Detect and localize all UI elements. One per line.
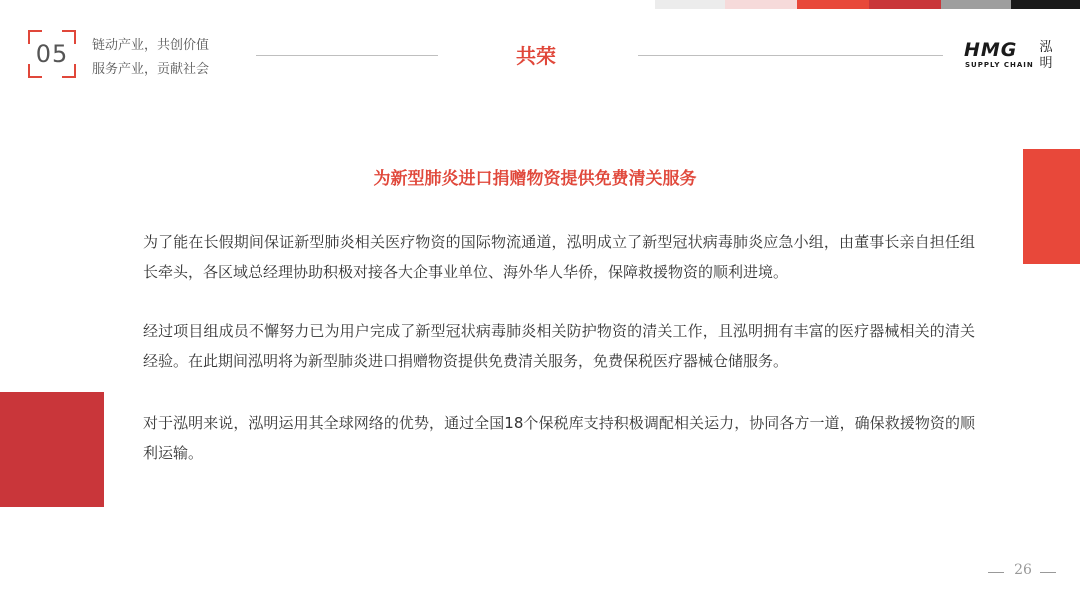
tagline-line-2: 服务产业，贡献社会 — [92, 62, 210, 77]
paragraph-2: 经过项目组成员不懈努力已为用户完成了新型冠状病毒肺炎相关防护物资的清关工作，且泓明拥有丰富的医疗器械相关的清关经验。在此期间泓明将为新型肺炎进口捐赠物资提供免费清关服务，免费保税医疗器械仓储服务。 — [143, 322, 975, 370]
logo-subtitle: SUPPLY CHAIN — [965, 61, 1034, 69]
company-logo — [964, 40, 1056, 74]
decorative-block-right — [1023, 149, 1080, 264]
pager-dash-left — [988, 572, 1004, 573]
tagline-line-1: 链动产业，共创价值 — [92, 38, 210, 53]
section-title: 共荣 — [516, 44, 556, 68]
strip-segment — [797, 0, 869, 9]
section-number-box — [28, 30, 76, 78]
header-divider-right — [638, 55, 943, 56]
tagline — [92, 34, 209, 82]
strip-segment — [1011, 0, 1080, 9]
decorative-block-left — [0, 392, 104, 507]
paragraph-1: 为了能在长假期间保证新型肺炎相关医疗物资的国际物流通道，泓明成立了新型冠状病毒肺炎应急小组，由董事长亲自担任组长牵头，各区域总经理协助积极对接各大企事业单位、海外华人华侨，保障救援物资的顺利进境。 — [143, 233, 975, 281]
strip-segment — [941, 0, 1011, 9]
logo-brand: HMG — [964, 39, 1018, 61]
page-indicator — [988, 562, 1056, 582]
page-number: 26 — [1014, 562, 1032, 578]
pager-dash-right — [1040, 572, 1056, 573]
logo-chinese: 泓明 — [1039, 40, 1053, 71]
strip-segment — [725, 0, 797, 9]
strip-segment — [869, 0, 941, 9]
content-headline: 为新型肺炎进口捐赠物资提供免费清关服务 — [373, 169, 697, 189]
header-divider-left — [256, 55, 438, 56]
section-number: 05 — [35, 40, 69, 68]
top-color-strip — [655, 0, 1080, 9]
strip-segment — [655, 0, 725, 9]
paragraph-3: 对于泓明来说，泓明运用其全球网络的优势，通过全国18个保税库支持积极调配相关运力，协同各方一道，确保救援物资的顺利运输。 — [143, 414, 975, 462]
